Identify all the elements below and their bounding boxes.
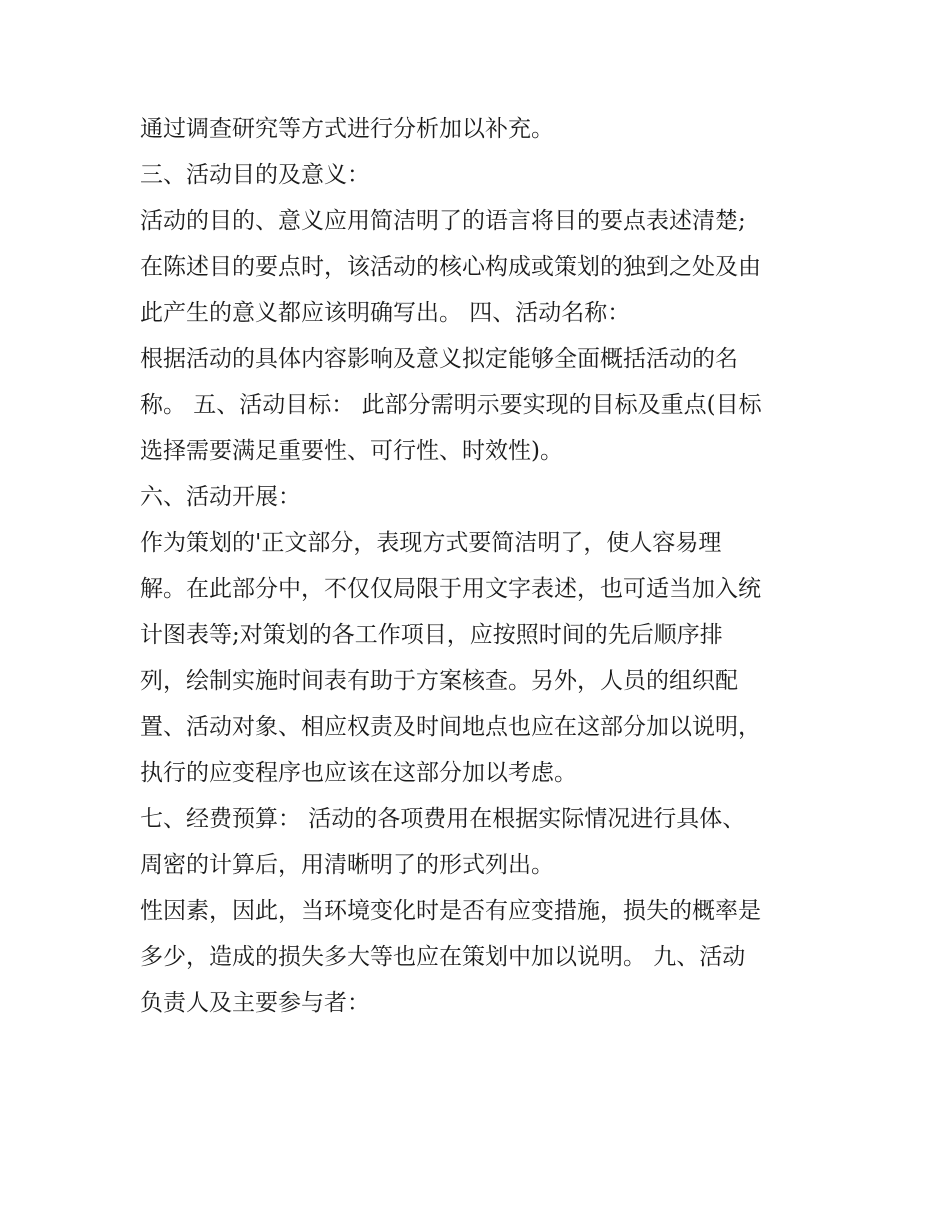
text-line: 选择需要满足重要性、可行性、时效性)。 — [140, 438, 563, 464]
text-line: 负责人及主要参与者： — [140, 990, 370, 1016]
section-heading-purpose: 三、活动目的及意义： — [140, 162, 370, 188]
text-line: 解。在此部分中，不仅仅局限于用文字表述，也可适当加入统 — [140, 576, 761, 602]
text-line: 在陈述目的要点时，该活动的核心构成或策划的独到之处及由 — [140, 254, 761, 280]
text-line: 列，绘制实施时间表有助于方案核查。另外，人员的组织配 — [140, 668, 738, 694]
text-line: 性因素，因此，当环境变化时是否有应变措施，损失的概率是 — [140, 898, 761, 924]
text-line: 多少，造成的损失多大等也应在策划中加以说明。 九、活动 — [140, 944, 746, 970]
document-body — [140, 106, 830, 1026]
text-line: 作为策划的'正文部分，表现方式要简洁明了，使人容易理 — [140, 530, 722, 556]
text-line: 计图表等;对策划的各工作项目，应按照时间的先后顺序排 — [140, 622, 723, 648]
text-line: 活动的目的、意义应用简洁明了的语言将目的要点表述清楚; — [140, 208, 746, 234]
text-line: 通过调查研究等方式进行分析加以补充。 — [140, 116, 554, 142]
text-line: 称。 五、活动目标： 此部分需明示要实现的目标及重点(目标 — [140, 392, 762, 418]
text-line: 执行的应变程序也应该在这部分加以考虑。 — [140, 760, 577, 786]
text-line: 根据活动的具体内容影响及意义拟定能够全面概括活动的名 — [140, 346, 738, 372]
text-line: 置、活动对象、相应权责及时间地点也应在这部分加以说明， — [140, 714, 761, 740]
text-line: 周密的计算后，用清晰明了的形式列出。 — [140, 852, 554, 878]
section-heading-budget: 七、经费预算： 活动的各项费用在根据实际情况进行具体、 — [140, 806, 746, 832]
section-heading-execution: 六、活动开展： — [140, 484, 301, 510]
text-line: 此产生的意义都应该明确写出。 四、活动名称： — [140, 300, 631, 326]
